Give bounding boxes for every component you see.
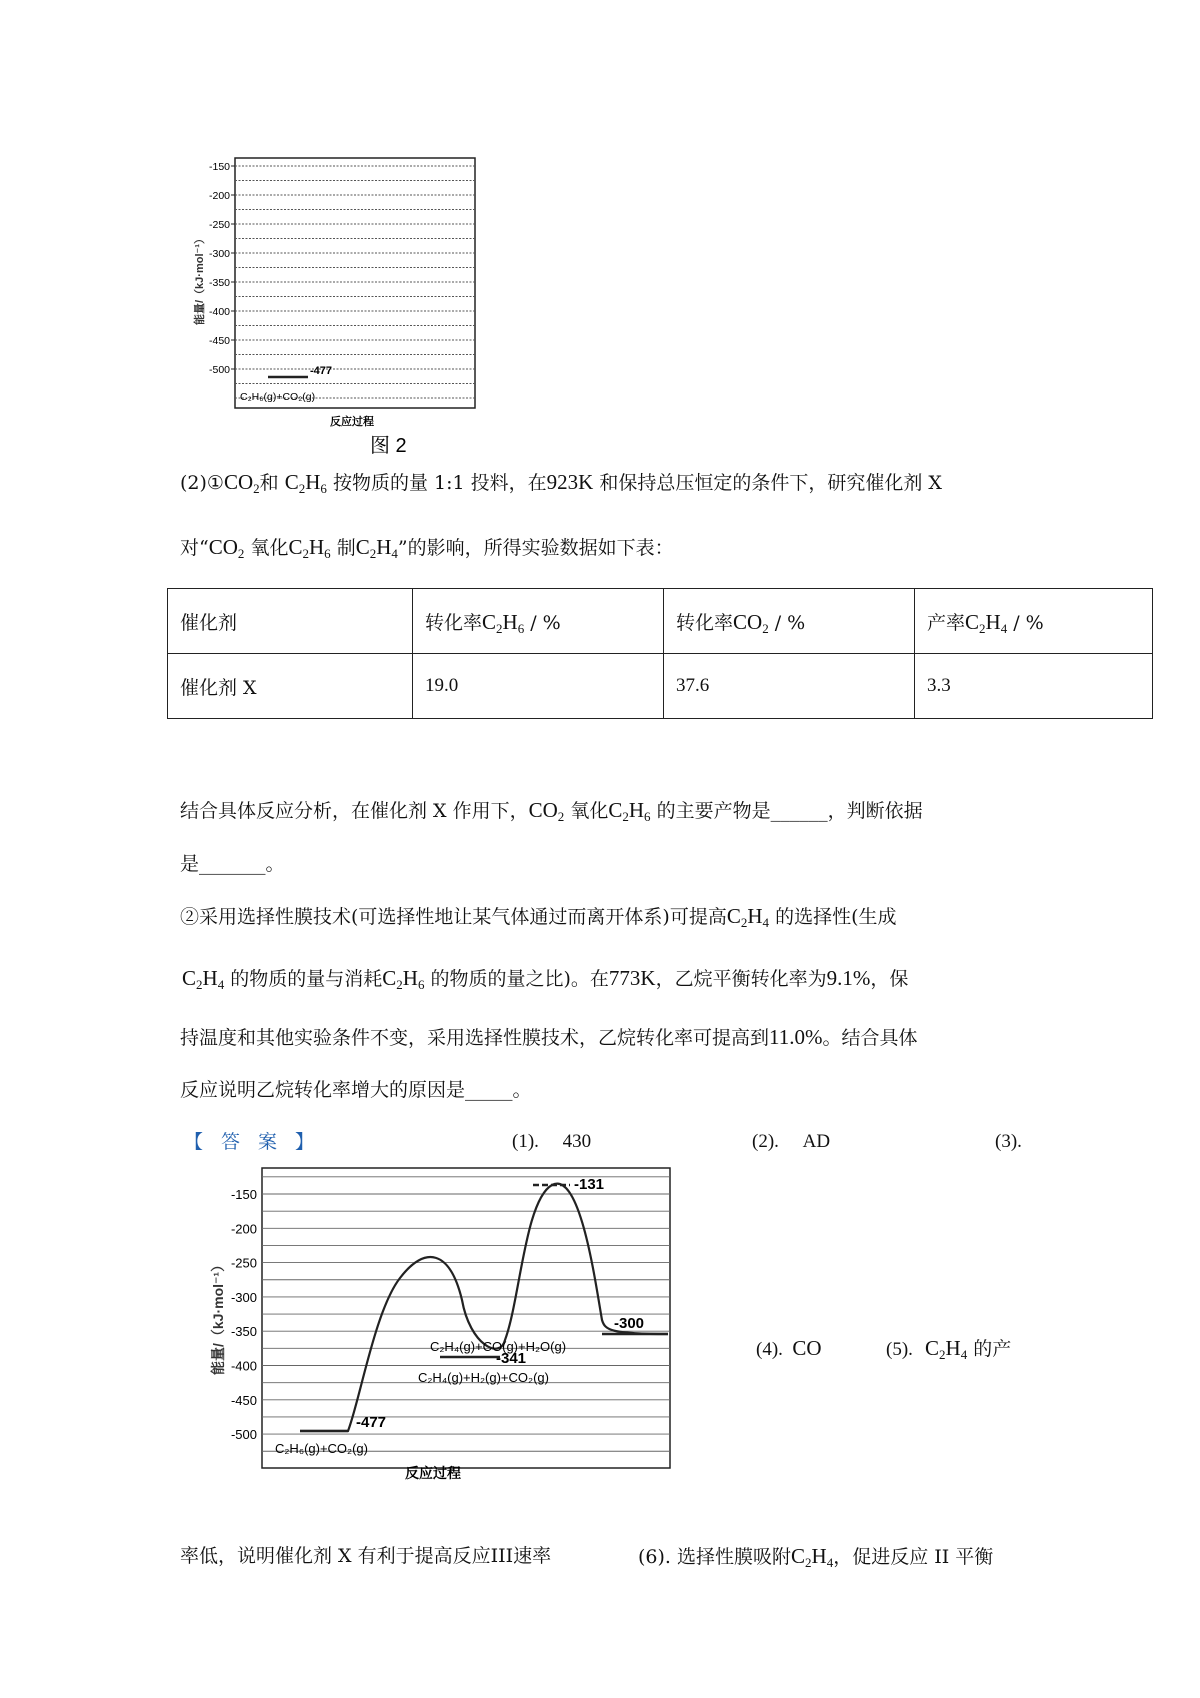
answer-3-label: (3). bbox=[995, 1131, 1022, 1152]
y-tick-label: -350 bbox=[230, 1324, 257, 1340]
y-tick-labels bbox=[231, 1187, 257, 1442]
start-value: -477 bbox=[356, 1414, 387, 1431]
answer-1: (1). 430 bbox=[512, 1131, 592, 1152]
figure-2-energy-chart bbox=[190, 150, 490, 460]
energy-curve bbox=[300, 1184, 668, 1431]
formula-c2h4: $C_2H_4$ bbox=[791, 1544, 834, 1570]
cell-c2h6-conversion: 19.0 bbox=[413, 654, 664, 719]
peak-value: -131 bbox=[574, 1176, 605, 1193]
y-tick-labels bbox=[209, 161, 235, 376]
y-axis-label: 能量/（kJ·mol⁻¹） bbox=[210, 1257, 226, 1375]
cell-c2h4-yield: 3.3 bbox=[915, 654, 1153, 719]
y-tick-label: -200 bbox=[230, 1221, 257, 1237]
answer-energy-chart bbox=[200, 1160, 680, 1480]
formula-c2h4: $C_2H_4$ bbox=[182, 966, 225, 992]
table-header-row bbox=[168, 589, 1153, 654]
formula-c2h6: $C_2H_6$ bbox=[288, 535, 331, 561]
x-axis-label: 反应过程 bbox=[330, 416, 374, 428]
part2-line-4: 反应说明乙烷转化率增大的原因是_____。 bbox=[180, 1079, 532, 1101]
formula-co2: $CO_2$ bbox=[223, 470, 260, 496]
answer-2: (2). AD bbox=[752, 1131, 831, 1152]
start-species: C₂H₆(g)+CO₂(g) bbox=[275, 1441, 368, 1456]
y-tick-label: -150 bbox=[230, 1187, 257, 1202]
end-value: -300 bbox=[614, 1315, 645, 1332]
answer-tag: 【答案】 bbox=[184, 1131, 333, 1153]
start-species-label: C₂H₆(g)+CO₂(g) bbox=[240, 391, 316, 403]
header-catalyst: 催化剂 bbox=[168, 589, 413, 654]
formula-c2h4: $C_2H_4$ bbox=[925, 1336, 968, 1362]
chart-frame bbox=[235, 158, 475, 408]
table-row bbox=[168, 654, 1153, 719]
answer-final-line: 率低，说明催化剂 X 有利于提高反应III速率 bbox=[180, 1545, 552, 1567]
formula-c2h6: $C_2H_6$ bbox=[608, 798, 651, 824]
catalyst-data-table bbox=[167, 588, 1153, 719]
y-tick-label: -500 bbox=[208, 364, 230, 376]
formula-co2: $CO_2$ bbox=[528, 798, 565, 824]
y-tick-label: -150 bbox=[208, 161, 230, 173]
y-axis-label: 能量/（kJ·mol⁻¹） bbox=[194, 233, 206, 325]
chart-gridlines bbox=[235, 166, 475, 398]
y-tick-label: -250 bbox=[230, 1255, 257, 1271]
formula-c2h4: $C_2H_4$ bbox=[355, 535, 398, 561]
y-tick-label: -300 bbox=[208, 248, 230, 260]
y-tick-label: -400 bbox=[230, 1358, 257, 1374]
cell-catalyst: 催化剂 X bbox=[168, 654, 413, 719]
formula-c2h4: $C_2H_4$ bbox=[726, 904, 770, 930]
y-tick-label: -300 bbox=[230, 1289, 257, 1305]
y-tick-label: -500 bbox=[230, 1427, 257, 1443]
part2-line-1: ②采用选择性膜技术(可选择性地让某气体通过而离开体系)可提高$C_2H_4$ 的选择性(生成 bbox=[180, 904, 897, 930]
header-co2-conversion: 转化率$CO_2$ / % bbox=[664, 589, 915, 654]
y-tick-label: -200 bbox=[208, 190, 230, 202]
analysis-line-2: 是_______。 bbox=[180, 853, 285, 875]
mid-species: C₂H₄(g)+H₂(g)+CO₂(g) bbox=[418, 1370, 549, 1385]
x-axis-label: 反应过程 bbox=[405, 1465, 461, 1480]
part2-line-3: 持温度和其他实验条件不变，采用选择性膜技术，乙烷转化率可提高到11.0%。结合具体 bbox=[180, 1025, 918, 1049]
answer-6: (6). 选择性膜吸附$C_2H_4$，促进反应 II 平衡 bbox=[638, 1544, 994, 1570]
cell-co2-conversion: 37.6 bbox=[664, 654, 915, 719]
start-level-value: -477 bbox=[310, 365, 333, 377]
formula-c2h6: $C_2H_6$ bbox=[284, 470, 327, 496]
end-species: C₂H₄(g)+CO(g)+H₂O(g) bbox=[430, 1339, 567, 1354]
q2-line-1: $(2)①CO_2$和 $C_2H_6$ 按物质的量 1:1 投料，在923K 和保持总压恒定的条件下，研究催化剂 X bbox=[180, 470, 942, 496]
q2-line-2: 对“$CO_2$ 氧化$C_2H_6$ 制$C_2H_4$”的影响，所得实验数据如下表： bbox=[180, 535, 674, 561]
header-c2h4-yield: 产率$C_2H_4$ / % bbox=[915, 589, 1153, 654]
mid-value: -341 bbox=[496, 1350, 527, 1367]
y-tick-label: -350 bbox=[208, 277, 230, 289]
answer-5: (5). $C_2H_4$ 的产 bbox=[886, 1336, 1012, 1362]
y-tick-label: -400 bbox=[208, 306, 230, 318]
formula-c2h6: $C_2H_6$ bbox=[382, 966, 425, 992]
figure-caption: 图 2 bbox=[370, 435, 407, 457]
y-tick-label: -450 bbox=[208, 335, 230, 347]
analysis-line-1: 结合具体反应分析，在催化剂 X 作用下，$CO_2$ 氧化$C_2H_6$ 的主要产物是______，判断依据 bbox=[180, 798, 923, 824]
answer-4: (4). CO bbox=[756, 1336, 822, 1360]
part2-line-2: $C_2H_4$ 的物质的量与消耗$C_2H_6$ 的物质的量之比)。在773K，乙烷平衡转化率为9.1%，保 bbox=[182, 966, 909, 992]
y-tick-label: -250 bbox=[208, 219, 230, 231]
header-c2h6-conversion: 转化率$C_2H_6$ / % bbox=[413, 589, 664, 654]
formula-co2: $CO_2$ bbox=[208, 535, 245, 561]
y-tick-label: -450 bbox=[230, 1392, 257, 1408]
